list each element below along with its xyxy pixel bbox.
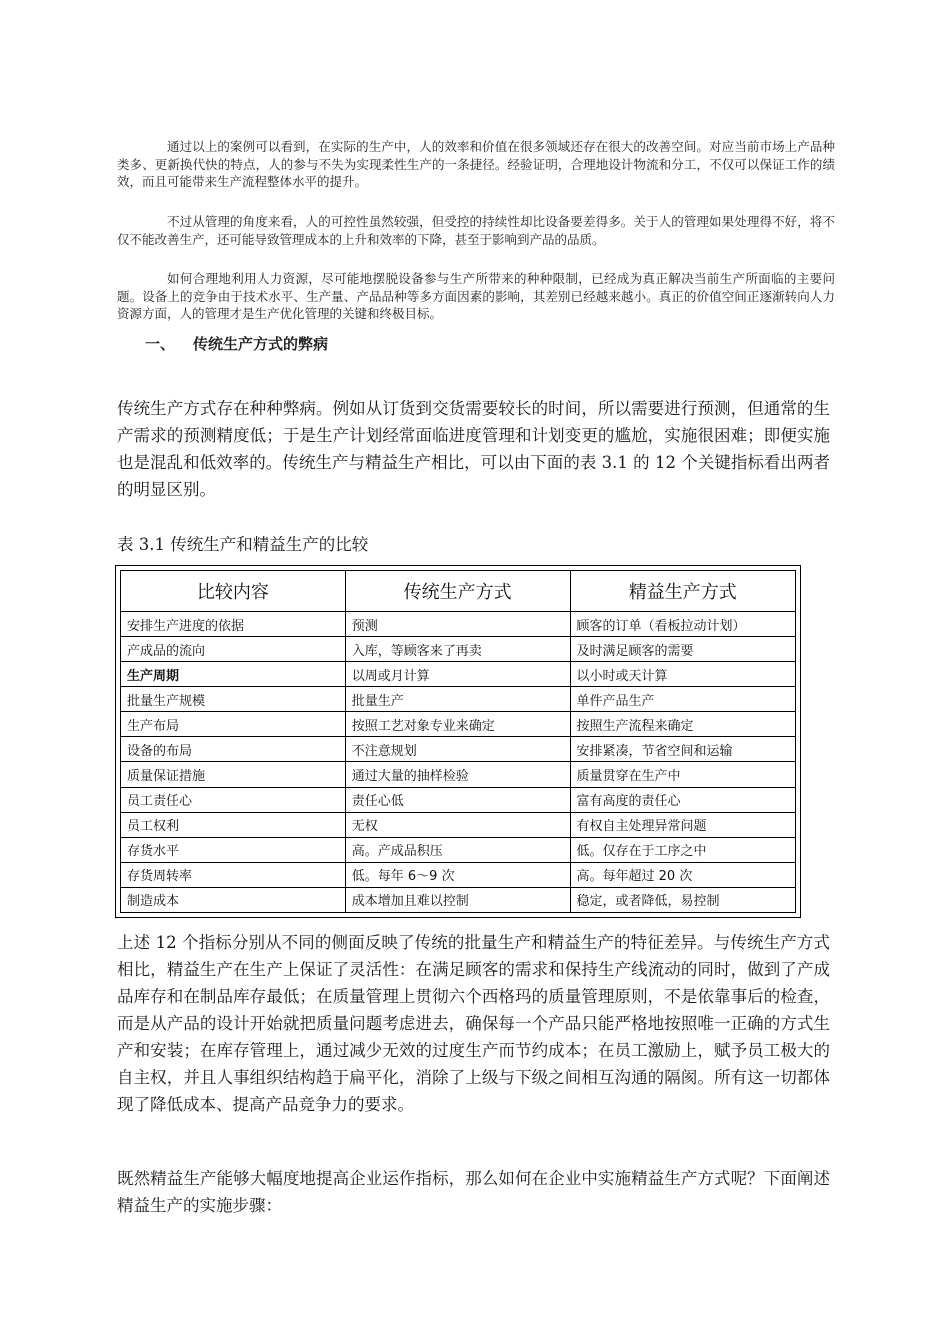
table-cell: 按照工艺对象专业来确定 xyxy=(345,712,570,737)
intro-paragraph-3: 如何合理地利用人力资源，尽可能地摆脱设备参与生产所带来的种种限制，已经成为真正解决当前生产所面临的主要问题。设备上的竞争由于技术水平、生产量、产品品种等多方面因素的影响，其差别已经越来越小。真正的价值空间正逐渐转向人力资源方面，人的管理才是生产优化管理的关键和终极目标。 xyxy=(117,271,835,321)
table-cell: 员工责任心 xyxy=(121,787,346,812)
table-cell: 责任心低 xyxy=(345,787,570,812)
table-cell: 制造成本 xyxy=(121,887,346,912)
section-heading xyxy=(145,333,328,354)
table-cell: 安排生产进度的依据 xyxy=(121,612,346,637)
body-paragraph-1: 传统生产方式存在种种弊病。例如从订货到交货需要较长的时间，所以需要进行预测，但通常的生产需求的预测精度低；于是生产计划经常面临进度管理和计划变更的尴尬，实施很困难；即便实施也是混乱和低效率的。传统生产与精益生产相比，可以由下面的表 3.1 的 12 个关键指标看出两者的明显区别。 xyxy=(117,399,830,499)
header-cell: 比较内容 xyxy=(121,571,346,612)
table-row xyxy=(121,612,796,637)
header-cell: 精益生产方式 xyxy=(570,571,795,612)
section-number: 一、 xyxy=(145,335,176,353)
table-row xyxy=(121,837,796,862)
table-cell: 稳定，或者降低，易控制 xyxy=(570,887,795,912)
table-cell: 入库，等顾客来了再卖 xyxy=(345,637,570,662)
table-cell: 以周或月计算 xyxy=(345,662,570,687)
table-cell: 质量贯穿在生产中 xyxy=(570,762,795,787)
comparison-table xyxy=(120,570,796,913)
table-caption: 表 3.1 传统生产和精益生产的比较 xyxy=(117,535,369,554)
table-cell: 批量生产规模 xyxy=(121,687,346,712)
section-title: 传统生产方式的弊病 xyxy=(193,335,329,353)
table-row xyxy=(121,687,796,712)
table-cell: 富有高度的责任心 xyxy=(570,787,795,812)
table-row xyxy=(121,662,796,687)
table-cell: 高。产成品积压 xyxy=(345,837,570,862)
table-cell: 无权 xyxy=(345,812,570,837)
table-cell: 员工权利 xyxy=(121,812,346,837)
table-cell: 高。每年超过 20 次 xyxy=(570,862,795,887)
body-paragraph-3: 既然精益生产能够大幅度地提高企业运作指标，那么如何在企业中实施精益生产方式呢？下面阐述精益生产的实施步骤： xyxy=(117,1169,830,1215)
table-row xyxy=(121,887,796,912)
intro-paragraph-2: 不过从管理的角度来看，人的可控性虽然较强，但受控的持续性却比设备要差得多。关于人的管理如果处理得不好，将不仅不能改善生产，还可能导致管理成本的上升和效率的下降，甚至于影响到产品的品质。 xyxy=(117,214,835,247)
intro-paragraph-1: 通过以上的案例可以看到，在实际的生产中，人的效率和价值在很多领域还存在很大的改善空间。对应当前市场上产品种类多、更新换代快的特点，人的参与不失为实现柔性生产的一条捷径。经验证明，合理地设计物流和分工，不仅可以保证工作的绩效，而且可能带来生产流程整体水平的提升。 xyxy=(117,139,835,189)
table-cell: 不注意规划 xyxy=(345,737,570,762)
body-paragraph-2: 上述 12 个指标分别从不同的侧面反映了传统的批量生产和精益生产的特征差异。与传统生产方式相比，精益生产在生产上保证了灵活性：在满足顾客的需求和保持生产线流动的同时，做到了产成品库存和在制品库存最低；在质量管理上贯彻六个西格玛的质量管理原则，不是依靠事后的检查，而是从产品的设计开始就把质量问题考虑进去，确保每一个产品只能严格地按照唯一正确的方式生产和安装；在库存管理上，通过减少无效的过度生产而节约成本；在员工激励上，赋予员工极大的自主权，并且人事组织结构趋于扁平化，消除了上级与下级之间相互沟通的隔阂。所有这一切都体现了降低成本、提高产品竞争力的要求。 xyxy=(117,933,830,1114)
table-row xyxy=(121,787,796,812)
table-row xyxy=(121,862,796,887)
table-row xyxy=(121,812,796,837)
table-cell: 设备的布局 xyxy=(121,737,346,762)
table-cell: 生产布局 xyxy=(121,712,346,737)
table-cell: 生产周期 xyxy=(121,662,346,687)
table-cell: 存货水平 xyxy=(121,837,346,862)
table-cell: 顾客的订单（看板拉动计划） xyxy=(570,612,795,637)
table-header-row xyxy=(121,571,796,612)
table-cell: 低。仅存在于工序之中 xyxy=(570,837,795,862)
table-row xyxy=(121,762,796,787)
header-cell: 传统生产方式 xyxy=(345,571,570,612)
table-cell: 低。每年 6～9 次 xyxy=(345,862,570,887)
comparison-table-frame xyxy=(115,565,801,918)
table-row xyxy=(121,712,796,737)
table-cell: 及时满足顾客的需要 xyxy=(570,637,795,662)
table-cell: 以小时或天计算 xyxy=(570,662,795,687)
table-row xyxy=(121,737,796,762)
table-cell: 按照生产流程来确定 xyxy=(570,712,795,737)
table-cell: 产成品的流向 xyxy=(121,637,346,662)
table-cell: 存货周转率 xyxy=(121,862,346,887)
table-cell: 有权自主处理异常问题 xyxy=(570,812,795,837)
table-cell: 质量保证措施 xyxy=(121,762,346,787)
table-cell: 成本增加且难以控制 xyxy=(345,887,570,912)
table-cell: 单件产品生产 xyxy=(570,687,795,712)
table-cell: 安排紧凑，节省空间和运输 xyxy=(570,737,795,762)
table-cell: 通过大量的抽样检验 xyxy=(345,762,570,787)
table-cell: 预测 xyxy=(345,612,570,637)
table-row xyxy=(121,637,796,662)
table-cell: 批量生产 xyxy=(345,687,570,712)
